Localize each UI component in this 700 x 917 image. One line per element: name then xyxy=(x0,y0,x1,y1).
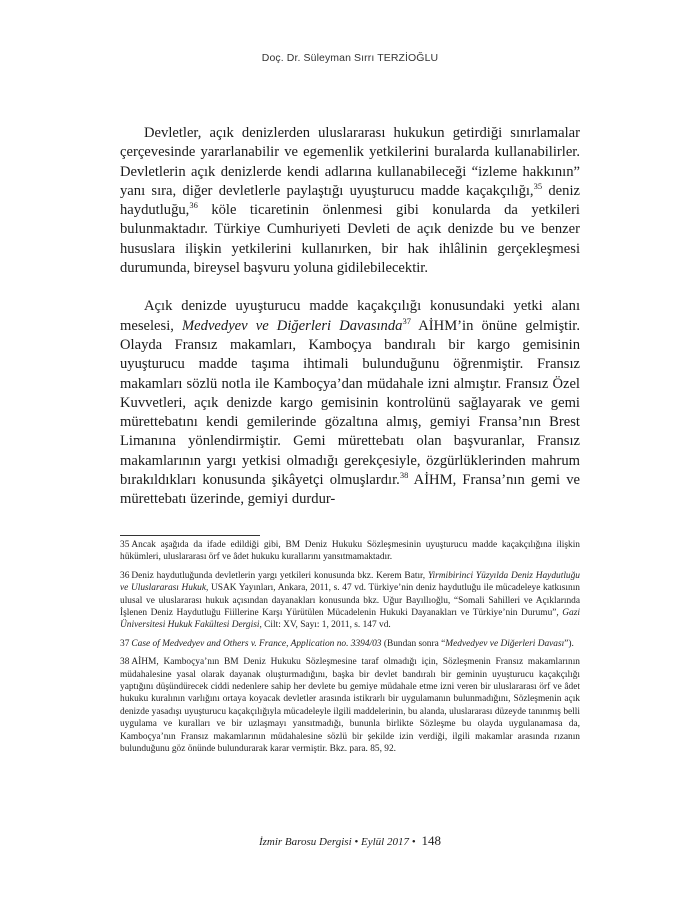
paragraph-2-text-b: AİHM’in önüne gelmiştir. Olayda Fransız makamları, Kamboçya bandıralı bir kargo gemisinin uyuşturucu madde taşıma ihtimali bulunduğunu öğrenmiştir. Fransız makamları sözlü notla ile Kamboçya’dan müdahale izni almıştır. Fransız Özel Kuvvetleri, açık denizde kargo gemisinin kontrolünü sağlayarak ve gemi mürettebatını kendi gemilerinde gözaltına almış, gemiyi Fransa’nın Brest Limanına yönlendirmiştir. Gemi mürettebatı olan başvuranlar, Fransız makamlarının yargı yetkisi olmadığı gerekçesiyle, özgürlüklerinden mahrum bırakıldıkları konusunda şikâyetçi olmuşlardır. xyxy=(120,317,580,489)
footnote-ref-37: 37 xyxy=(402,315,411,326)
case-short-name: Medvedyev ve Diğerleri Davası xyxy=(445,638,565,649)
journal-name: İzmir Barosu Dergisi • Eylül 2017 • xyxy=(258,836,416,848)
footnote-36 xyxy=(120,570,580,632)
footnote-number: 37 xyxy=(120,638,130,649)
footnote-number: 38 xyxy=(120,657,130,668)
footnote-number: 35 xyxy=(120,540,130,550)
paragraph-2 xyxy=(120,297,580,509)
journal-title: Gazi Üniversitesi Hukuk Fakültesi Dergisi xyxy=(120,608,580,631)
footnote-text: , USAK Yayınları, Ankara, 2011, s. 47 vd. Türkiye’nin deniz haydutluğu ile mücadeleye katkısının ulusal ve uluslararası hukuk açısından dayanakları konusunda bkz. Uğur Bayıllıoğlu, “Somali Sahilleri ve Açıklarında İşlenen Deniz Haydutluğu Fiillerine Karşı Yürütülen Mücadelenin Hukuki Dayanakları ve Türkiye’nin Durumu”, xyxy=(120,583,580,619)
footnotes xyxy=(120,539,580,756)
page-footer xyxy=(0,833,700,849)
case-citation: Case of Medvedyev and Others v. France, Application no. 3394/03 xyxy=(131,638,382,649)
paragraph-1-text-c: köle ticaretinin önlenmesi gibi konularda da yetkileri bulunmaktadır. Türkiye Cumhuriyeti Devleti de açık denizde bu ve benzer hususlara ilişkin yetkilerini kullanırken, bir hak ihlâlinin gerçekleşmesi durumunda, bireysel başvuru yoluna gidilebilecektir. xyxy=(120,202,580,277)
footnote-ref-35: 35 xyxy=(533,181,543,192)
page-number: 148 xyxy=(421,833,442,848)
footnote-divider xyxy=(120,535,260,536)
paragraph-2-text-c: AİHM, Fransa’nın gemi ve mürettebatı üzerinde, gemiyi durdur- xyxy=(120,472,580,508)
footnote-text: Deniz haydutluğunda devletlerin yargı yetkileri konusunda bkz. Kerem Batır, xyxy=(131,570,428,581)
paragraph-1-text-a: Devletler, açık denizlerden uluslararası hukukun getirdiği sınırlamalar çerçevesinde yararlanabilir ve egemenlik yetkilerini buralarda kullanabilirler. Devletlerin açık denizlerde kendi adlarına kullanabileceği “izleme hakkının” yanı sıra, diğer devletlerle paylaştığı uyuşturucu madde kaçakçılığı, xyxy=(120,125,580,199)
paragraph-2-text-a: Açık denizde uyuşturucu madde kaçakçılığı konusundaki yetki alanı meselesi, xyxy=(120,298,580,334)
paragraph-1-text-b: deniz haydutluğu, xyxy=(120,182,580,219)
footnote-text: (Bundan sonra “ xyxy=(381,638,446,649)
footnote-35 xyxy=(120,539,580,564)
book-title: Yirmibirinci Yüzyılda Deniz Haydutluğu ve Uluslararası Hukuk xyxy=(120,570,580,594)
footnote-37 xyxy=(120,638,580,650)
footnote-number: 36 xyxy=(120,570,130,581)
case-name: Medvedyev ve Diğerleri Davasında xyxy=(182,317,403,334)
footnote-text: ”). xyxy=(564,638,574,649)
footnote-text: , Cilt: XV, Sayı: 1, 2011, s. 147 vd. xyxy=(259,620,391,631)
running-header-author: Doç. Dr. Süleyman Sırrı TERZİOĞLU xyxy=(261,52,439,64)
footnote-38 xyxy=(120,656,580,755)
paragraph-1 xyxy=(120,124,580,278)
footnote-ref-36: 36 xyxy=(189,200,198,211)
footnote-text: Ancak aşağıda da ifade edildiği gibi, BM Deniz Hukuku Sözleşmesinin uyuşturucu madde kaçakçılığına ilişkin hükümleri, uluslararası örf ve âdet hukuku kurallarını yansıtmamaktadır. xyxy=(120,540,580,563)
footnote-ref-38: 38 xyxy=(399,470,409,481)
footnote-text: AİHM, Kamboçya’nın BM Deniz Hukuku Sözleşmesine taraf olmadığı için, Sözleşmenin Fransız makamlarının müdahalesine yasal olarak dayanak oluşturmadığını, başka bir devlet bandıralı bir geminin uyuşturucu kaçakçılığı yaptığını düşündürecek ciddi nedenlere sahip her devlete bu gemiye müdahale etme izni veren bir uluslararası örf ve âdet hukuku kuralının varlığını ortaya koyacak devletler arasında istikrarlı bir uygulamanın bulunmadığını, Sözleşmenin açık denizde yasadışı uyuşturucu kaçakçılığıyla mücadeleyle ilgili maddelerinin, bu alanda, uluslararası düzeyde tanınmış belli uygulama ve kuralları ve bir uzlaşmayı yansıtmadığı, bununla birlikte Sözleşme bu olayda uygulanamasa da, Kamboçya’nın Fransız makamlarının müdahalesine sözlü bir şekilde izin verdiği, ilgili makamlar arasında rızanın bulunduğunu göz önünde bulundurarak karar vermiştir. Bkz. para. 85, 92. xyxy=(120,657,580,755)
body-text xyxy=(120,124,580,510)
